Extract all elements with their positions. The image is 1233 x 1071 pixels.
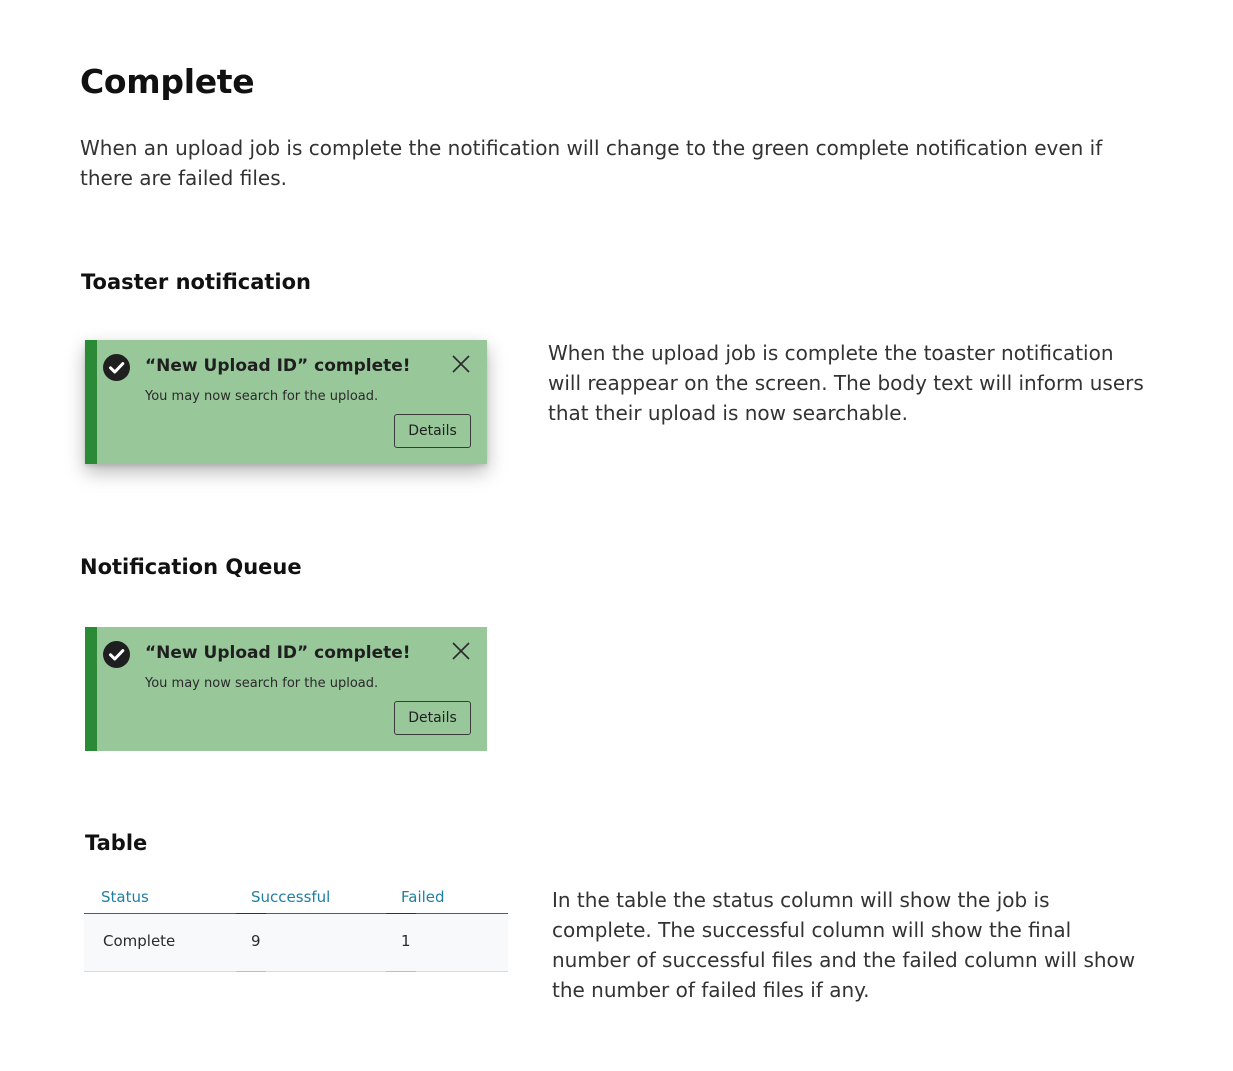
queue-section-heading: Notification Queue [80, 555, 302, 579]
queue-notification [85, 627, 487, 751]
toast-body: You may now search for the upload. [145, 676, 379, 691]
intro-text: When an upload job is complete the notification will change to the green complete notification even if there are failed files. [80, 136, 1103, 190]
table-header [84, 880, 508, 914]
toaster-section-heading: Toaster notification [81, 270, 311, 294]
table-row[interactable] [84, 914, 508, 972]
toast-body: You may now search for the upload. [145, 389, 379, 404]
toast-accent-bar [85, 340, 97, 464]
column-divider [386, 971, 416, 972]
page-title: Complete [80, 62, 255, 101]
upload-table [84, 880, 508, 972]
check-circle-icon [103, 354, 130, 381]
close-icon[interactable] [451, 641, 471, 661]
details-button[interactable]: Details [394, 701, 471, 735]
column-header-failed[interactable]: Failed [401, 888, 445, 906]
cell-failed: 1 [401, 932, 411, 950]
column-header-successful[interactable]: Successful [251, 888, 331, 906]
toaster-description: When the upload job is complete the toaster notification will reappear on the screen. The body text will inform users that their upload is now searchable. [548, 341, 1144, 425]
toast-title: “New Upload ID” complete! [145, 643, 411, 663]
toaster-notification [85, 340, 487, 464]
column-divider [236, 971, 266, 972]
cell-successful: 9 [251, 932, 261, 950]
table-description: In the table the status column will show the job is complete. The successful column will show the final number of successful files and the failed column will show the number of failed files if any. [552, 888, 1136, 1002]
details-button[interactable]: Details [394, 414, 471, 448]
cell-status: Complete [103, 932, 176, 950]
close-icon[interactable] [451, 354, 471, 374]
table-section-heading: Table [85, 831, 148, 855]
check-circle-icon [103, 641, 130, 668]
toast-title: “New Upload ID” complete! [145, 356, 411, 376]
column-header-status[interactable]: Status [101, 888, 149, 906]
toast-accent-bar [85, 627, 97, 751]
